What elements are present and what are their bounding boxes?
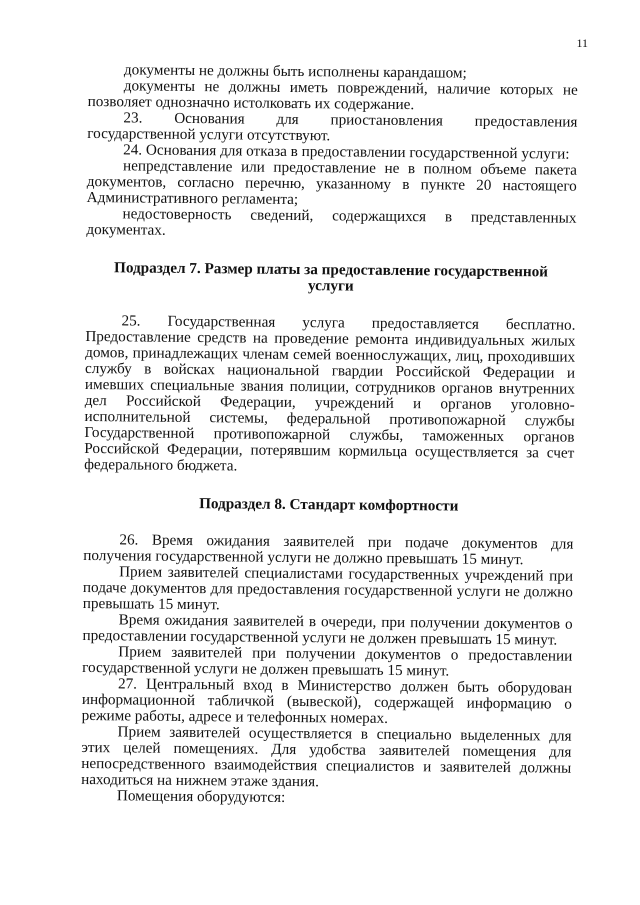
paragraph: 25. Государственная услуга предоставляется бесплатно. Предоставление средств на проведение ремонта индивидуальных жилых домов, принадлежащих членам семей военнослужащих, лиц, проходивших службу в войсках национальной гвардии Российской Федерации и имевших специальные звания полиции, сотрудников органов внутренних дел Российской Федерации, учреждений и органов уголовно-исполнительной системы, федеральной противопожарной службы Государственной противопожарной службы, таможенных органов Российской Федерации, потерявшим кормильца осуществляется за счет федерального бюджета. [84, 312, 576, 475]
paragraph: документы не должны иметь повреждений, наличие которых не позволяет однозначно истолковать их содержание. [87, 77, 578, 114]
paragraph: 23. Основания для приостановления предоставления государственной услуги отсутствуют. [87, 109, 578, 145]
paragraph: Помещения оборудуются: [116, 787, 286, 806]
paragraph: Прием заявителей осуществляется в специально выделенных для этих целей помещениях. Для удобства заявителей помещения для непосредственного взаимодействия специалистов и заявителей должны находиться на нижнем этаже здания. [81, 723, 572, 791]
page-number: 11 [576, 36, 588, 50]
paragraph: непредставление или предоставление не в полном объеме пакета документов, согласно перечню, указанному в пункте 20 настоящего Административного регламента; [86, 157, 578, 209]
section-heading-8: Подраздел 8. Стандарт комфортности [199, 495, 459, 515]
paragraph: недостоверность сведений, содержащихся в представленных документах. [86, 205, 577, 239]
paragraph: 26. Время ожидания заявителей при подаче документов для получения государственной услуги не должно превышать 15 минут. [83, 531, 574, 569]
paragraph: документы не должны быть исполнены карандашом; [123, 61, 467, 82]
paragraph: 24. Основания для отказа в предоставлении государственной услуги: [123, 141, 570, 163]
document-body [81, 62, 578, 809]
paragraph: Время ожидания заявителей в очереди, при получении документов о предоставлении государственной услуги не должен превышать 15 минут. [82, 611, 573, 649]
section-heading-7: Подраздел 7. Размер платы за предоставление государственной услуги [113, 259, 549, 295]
paragraph: Прием заявителей при получении документов о предоставлении государственной услуги не должен превышать 15 минут. [82, 643, 573, 680]
paragraph: Прием заявителей специалистами государственных учреждений при подаче документов для предоставления государственной услуги не должно превышать 15 минут. [82, 563, 574, 614]
paragraph: 27. Центральный вход в Министерство должен быть оборудован информационной табличкой (вывеской), содержащей информацию о режиме работы, адресе и телефонных номерах. [81, 675, 573, 727]
